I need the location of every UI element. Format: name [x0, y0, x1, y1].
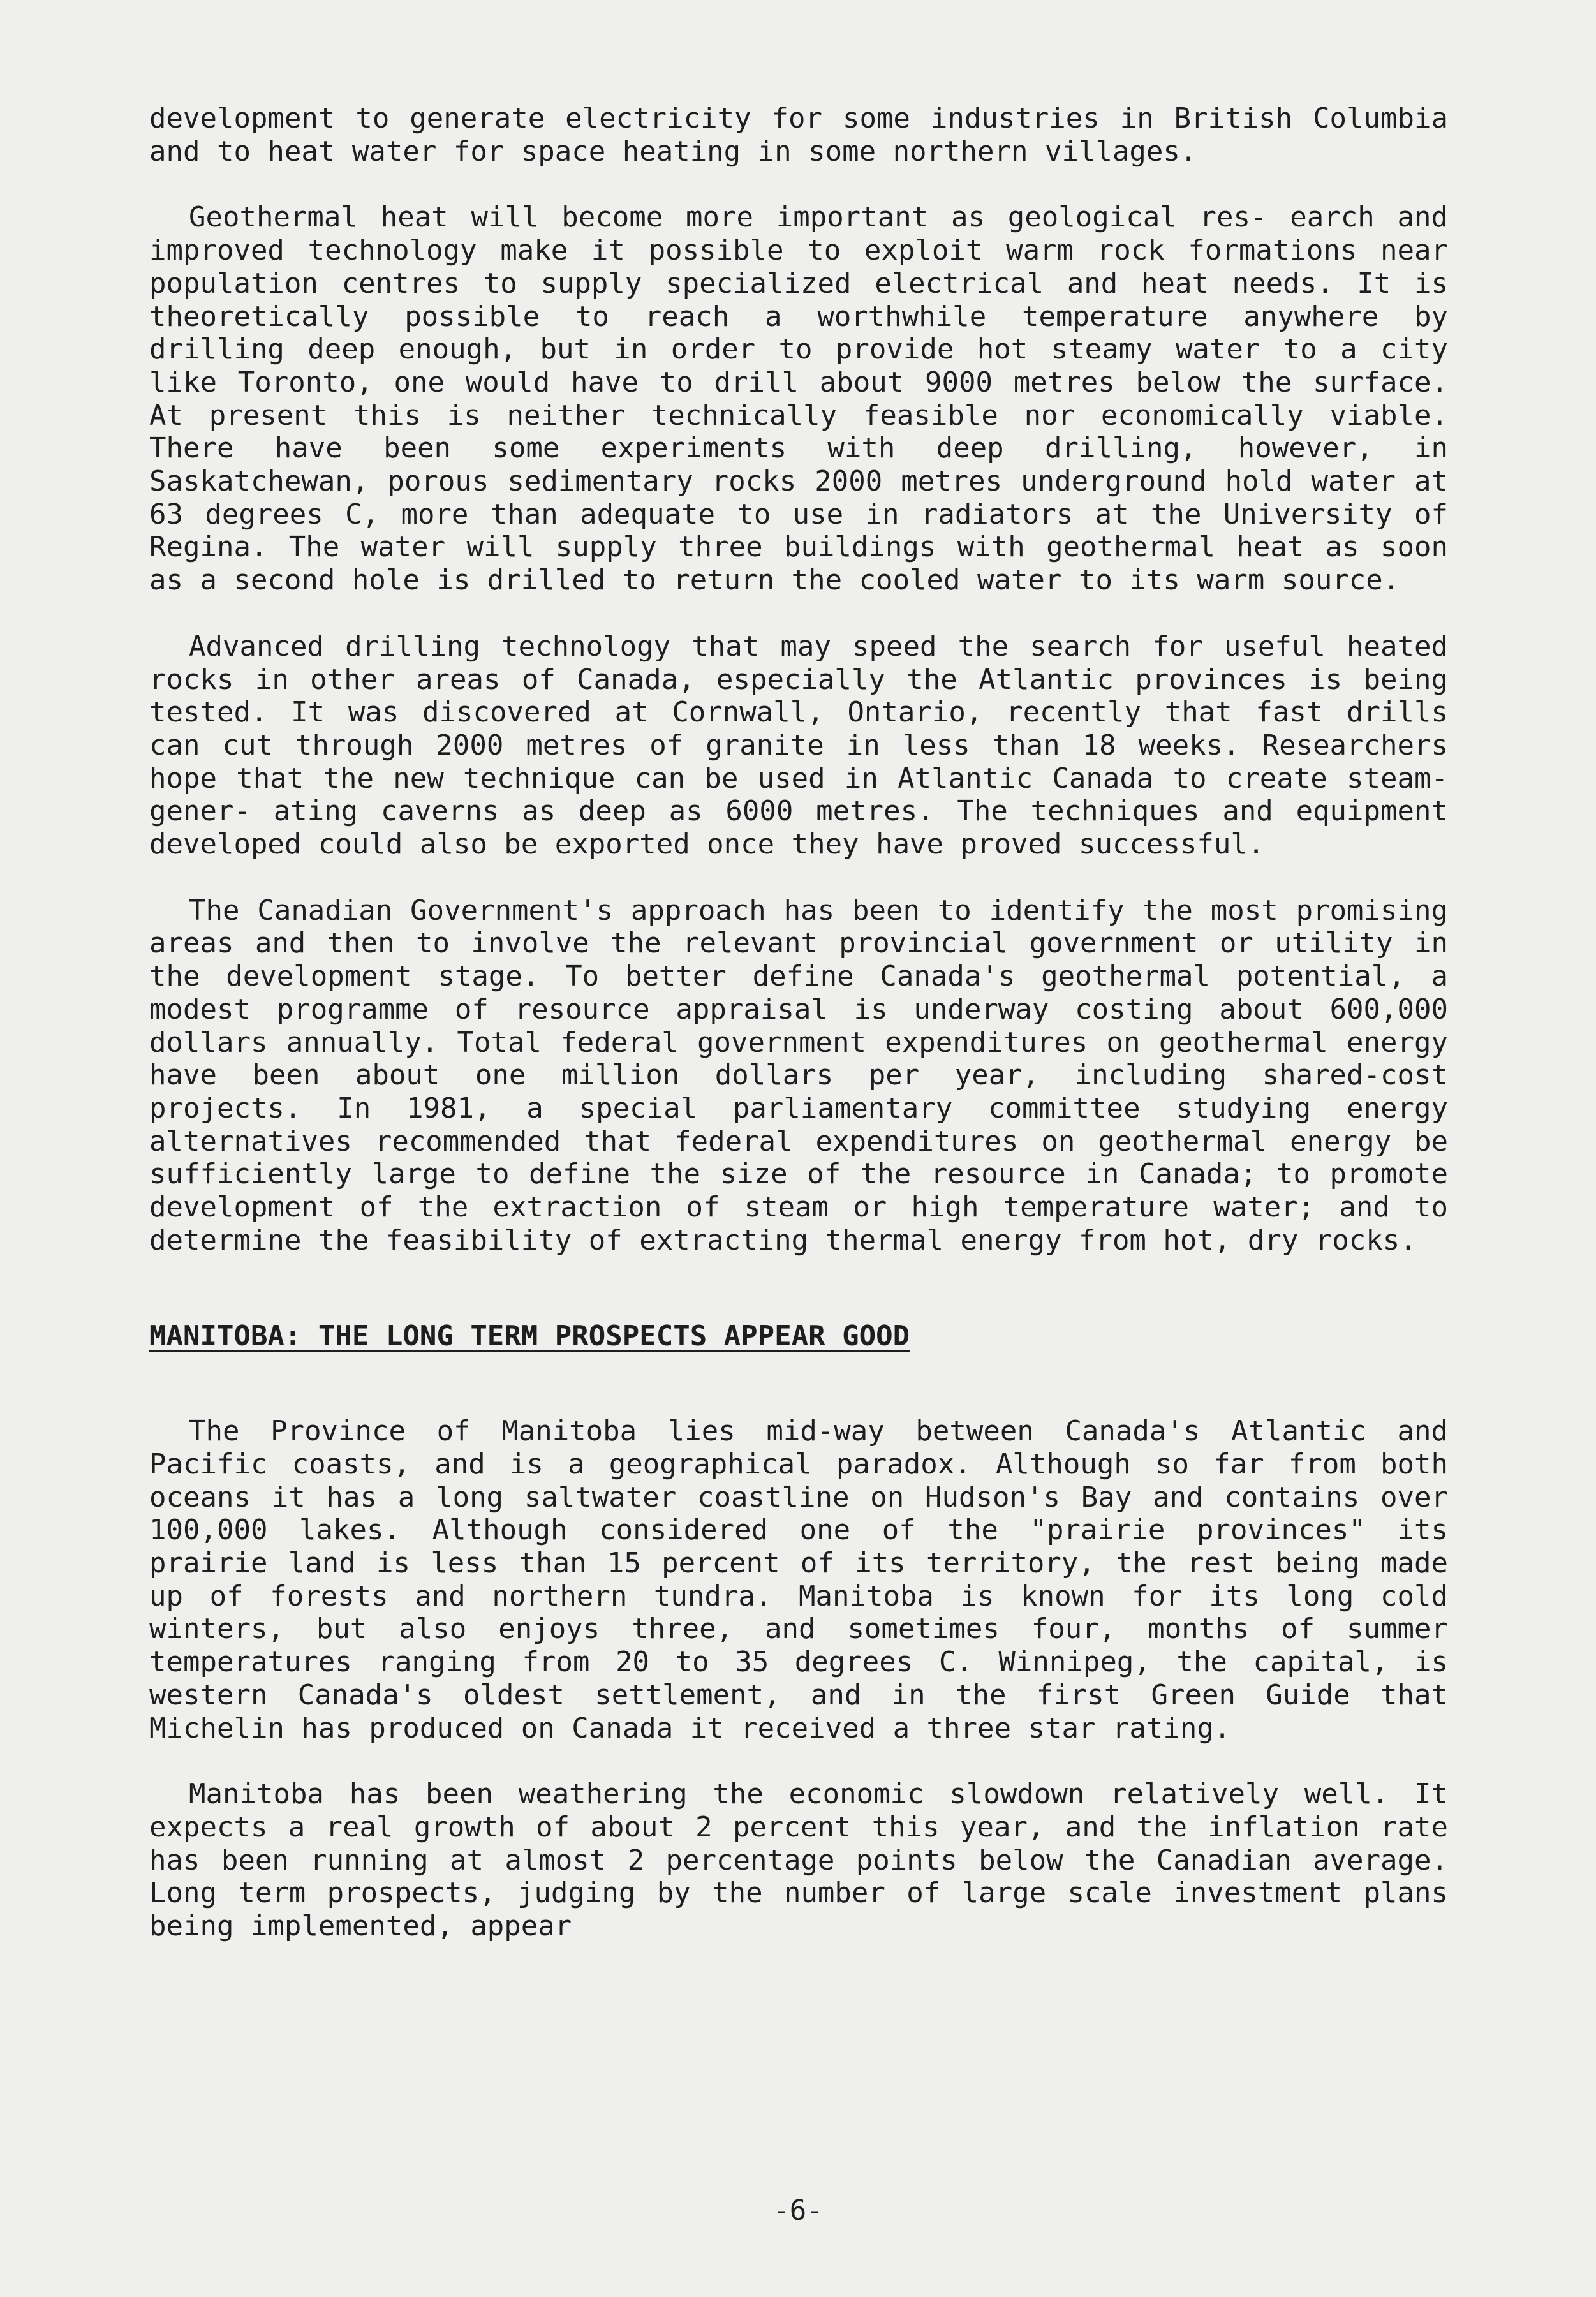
document-page — [149, 102, 1448, 1943]
paragraph-5: The Province of Manitoba lies mid-way between Canada's Atlantic and Pacific coasts, and is a geographical paradox. Although so far from both oceans it has a long saltwater coastline on Hudson's Bay and contains over 100,000 lakes. Although considered one of the "prairie provinces" its prairie land is less than 15 percent of its territory, the rest being made up of forests and northern tundra. Manitoba is known for its long cold winters, but also enjoys three, and sometimes four, months of summer temperatures ranging from 20 to 35 degrees C. Winnipeg, the capital, is western Canada's oldest settlement, and in the first Green Guide that Michelin has produced on Canada it received a three star rating. — [149, 1415, 1448, 1745]
section-gap — [149, 1352, 1448, 1415]
paragraph-1: development to generate electricity for some industries in British Columbia and to heat water for space heating in some northern villages. — [149, 102, 1448, 168]
paragraph-2: Geothermal heat will become more important as geological res- earch and improved technology make it possible to exploit warm rock formations near population centres to supply specialized electrical and heat needs. It is theoretically possible to reach a worthwhile temperature anywhere by drilling deep enough, but in order to provide hot steamy water to a city like Toronto, one would have to drill about 9000 metres below the surface. At present this is neither technically feasible nor economically viable. There have been some experiments with deep drilling, however, in Saskatchewan, porous sedimentary rocks 2000 metres underground hold water at 63 degrees C, more than adequate to use in radiators at the University of Regina. The water will supply three buildings with geothermal heat as soon as a second hole is drilled to return the cooled water to its warm source. — [149, 201, 1448, 597]
section-gap — [149, 1257, 1448, 1320]
paragraph-gap — [149, 1745, 1448, 1778]
paragraph-gap — [149, 861, 1448, 894]
section-heading: MANITOBA: THE LONG TERM PROSPECTS APPEAR GOOD — [149, 1319, 910, 1352]
paragraph-gap — [149, 597, 1448, 630]
paragraph-3: Advanced drilling technology that may speed the search for useful heated rocks in other areas of Canada, especially the Atlantic provinces is being tested. It was discovered at Cornwall, Ontario, recently that fast drills can cut through 2000 metres of granite in less than 18 weeks. Researchers hope that the new technique can be used in Atlantic Canada to create steam-gener- ating caverns as deep as 6000 metres. The techniques and equipment developed could also be exported once they have proved successful. — [149, 630, 1448, 861]
paragraph-gap — [149, 168, 1448, 201]
paragraph-4: The Canadian Government's approach has been to identify the most promising areas and then to involve the relevant provincial government or utility in the development stage. To better define Canada's geothermal potential, a modest programme of resource appraisal is underway costing about 600,000 dollars annually. Total federal government expenditures on geothermal energy have been about one million dollars per year, including shared-cost projects. In 1981, a special parliamentary committee studying energy alternatives recommended that federal expenditures on geothermal energy be sufficiently large to define the size of the resource in Canada; to promote development of the extraction of steam or high temperature water; and to determine the feasibility of extracting thermal energy from hot, dry rocks. — [149, 894, 1448, 1257]
paragraph-6: Manitoba has been weathering the economic slowdown relatively well. It expects a real growth of about 2 percent this year, and the inflation rate has been running at almost 2 percentage points below the Canadian average. Long term prospects, judging by the number of large scale investment plans being implemented, appear — [149, 1778, 1448, 1943]
page-number: -6- — [772, 2194, 824, 2227]
